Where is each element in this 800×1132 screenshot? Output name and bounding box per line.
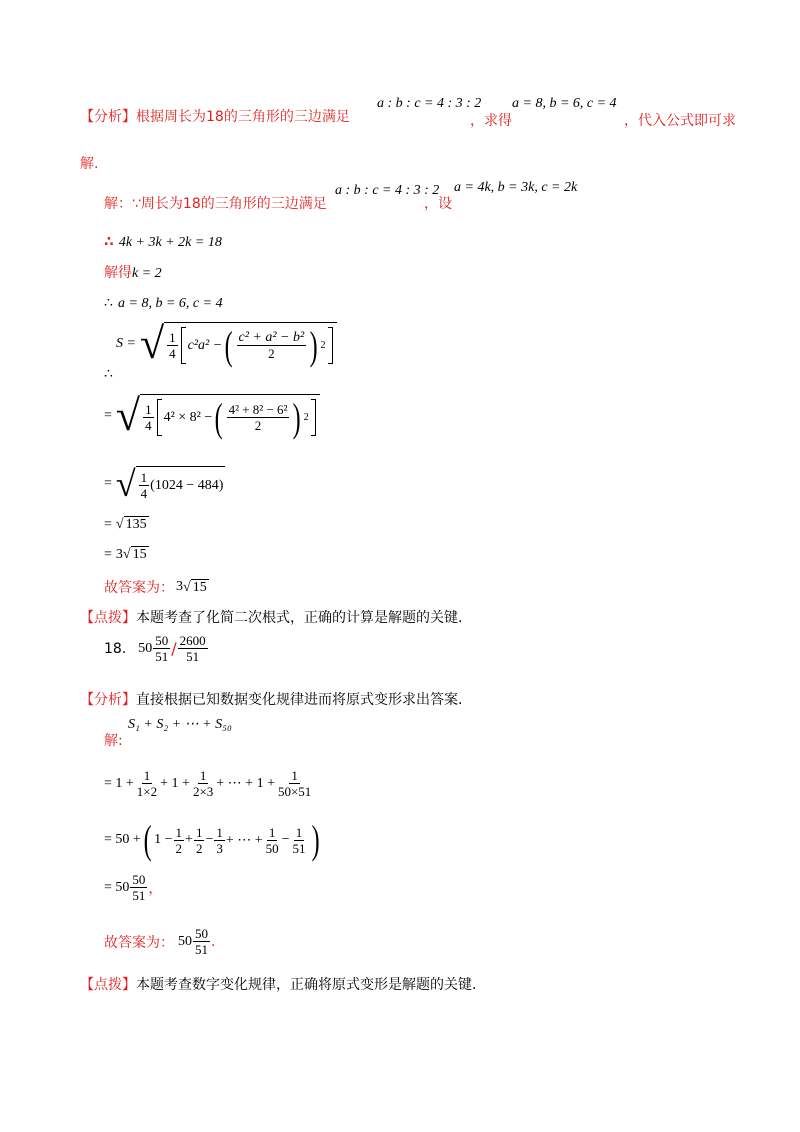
frac-den: 3: [216, 840, 223, 856]
question-number: 18.: [104, 640, 127, 657]
frac-den: 51: [186, 649, 200, 664]
ratio-formula: a : b : c = 4 : 3 : 2: [377, 96, 482, 111]
analysis-text-end: 解.: [80, 156, 99, 172]
analysis-tag: 【分析】: [80, 692, 136, 708]
sum-expression: S₁ + S₂ + ⋯ + S₅₀: [128, 717, 232, 732]
term: −: [205, 832, 214, 847]
frac-den: 51: [132, 888, 146, 903]
perimeter-number: 18: [182, 196, 201, 212]
area-formula: [116, 319, 337, 368]
frac-den: 2: [175, 840, 183, 856]
ratio-formula: a : b : c = 4 : 3 : 2: [335, 183, 440, 198]
equals-sign: =: [104, 476, 112, 491]
term: + 1 +: [160, 775, 190, 791]
substitution-line: [104, 391, 320, 440]
frac-den: 4: [140, 486, 148, 501]
term: (1024 − 484): [150, 477, 224, 493]
term: = 50: [104, 879, 130, 895]
frac-num: 1: [195, 824, 203, 840]
term: + ⋯ +: [225, 832, 263, 848]
frac-num: 1: [199, 768, 207, 783]
frac-den: 50×51: [277, 784, 312, 799]
telescoping-line: = 50 + ( 1 − $\frac{1}{2}$ + $\frac{1}{2}$ − $\frac{1}{3}$ + ⋯ + $\frac{1}{50}$ − $\frac{1}{51}$ ): [104, 817, 320, 862]
values-formula: a = 8, b = 6, c = 4: [118, 296, 223, 311]
tip-text: 本题考查了化简二次根式，正确的计算是解题的关键.: [136, 610, 463, 626]
frac-den: 2: [254, 418, 262, 433]
solution-line: [104, 193, 327, 213]
area-label: S =: [116, 336, 136, 351]
term: 4² × 8² −: [163, 409, 213, 425]
frac-num: 1: [268, 824, 276, 840]
frac-den: 51: [155, 649, 169, 664]
sum-expand-line: [104, 768, 314, 799]
answer-line-2: [104, 926, 215, 957]
perimeter-number: 18: [206, 109, 224, 125]
analysis-line-2: [80, 689, 462, 709]
solution-text: 的三角形的三边满足: [200, 196, 327, 212]
frac-den: 51: [292, 840, 306, 856]
values-line: [104, 292, 223, 312]
frac-den: 2: [195, 840, 203, 856]
frac-den: 2: [268, 346, 275, 361]
solve-line: [104, 262, 162, 282]
frac-num: 1: [145, 402, 152, 417]
mixed-whole: 50: [138, 640, 153, 656]
result-line: [104, 546, 149, 563]
term: + ⋯ + 1 +: [216, 776, 275, 791]
answer-label: 故答案为：: [104, 934, 174, 951]
therefore-symbol: ∴: [104, 367, 113, 382]
sqrt-expression: √ 135: [115, 517, 147, 532]
term: c²a² −: [187, 337, 223, 353]
sqrt-expression: √ 15: [122, 547, 147, 562]
simplify-line: [104, 466, 225, 502]
analysis-tag: 【分析】: [80, 109, 136, 125]
solution-text: ，设: [424, 196, 452, 212]
coefficient: 3: [176, 579, 183, 594]
analysis-text: 的三角形的三边满足: [223, 109, 350, 125]
equation-line: [104, 231, 222, 251]
frac-num: 1: [169, 330, 176, 345]
frac-den: 4: [169, 346, 176, 361]
equals-sign: =: [104, 408, 112, 423]
slash: /: [171, 639, 177, 658]
analysis-text: ，求得: [470, 113, 512, 129]
sqrt-expression: √ $\frac{1}{4}$ (1024 − 484): [115, 464, 224, 504]
analysis-text: 根据周长为: [136, 109, 206, 125]
term: −: [281, 832, 290, 847]
set-formula: a = 4k, b = 3k, c = 2k: [454, 180, 578, 195]
answer-line-1: [104, 577, 209, 597]
frac-num: 1: [140, 470, 148, 485]
k-value: k = 2: [132, 266, 162, 281]
sqrt-expression: √ $\frac{1}{4}$ 4² × 8² − ( $\frac{\text{4² + 8² − 6²}}{2}$ ) 2: [116, 394, 320, 438]
frac-num: 1: [295, 824, 303, 840]
frac-num: 50: [132, 872, 146, 887]
frac-num: 50: [195, 926, 208, 941]
frac-num: 1: [291, 768, 298, 783]
frac-den: 4: [145, 418, 152, 433]
frac-den: 2×3: [192, 784, 214, 799]
solve-label: 解得: [104, 265, 132, 281]
therefore-symbol: ∴: [104, 296, 113, 311]
analysis-line-1: [80, 106, 350, 126]
term: +: [185, 832, 193, 847]
therefore-symbol: ∴: [104, 234, 114, 250]
frac-num: 50: [155, 633, 169, 648]
frac-num: 1: [175, 824, 183, 840]
solution-label: 解:: [104, 733, 123, 749]
solution-text: 解：∵周长为: [104, 196, 183, 212]
frac-num: 2600: [179, 633, 206, 648]
comma: ，: [148, 880, 163, 897]
period: .: [211, 933, 216, 950]
term: = 50 +: [104, 832, 141, 847]
frac-num: c² + a² − b²: [238, 330, 305, 345]
frac-num: 4² + 8² − 6²: [228, 402, 288, 417]
sqrt135-line: [104, 516, 149, 533]
tip-tag: 【点拨】: [80, 977, 136, 993]
analysis-text: ，代入公式即可求: [624, 113, 736, 129]
radicand: 15: [132, 547, 147, 562]
tip-line-1: [80, 607, 462, 627]
tip-text: 本题考查数字变化规律，正确将原式变形是解题的关键.: [136, 977, 477, 993]
equals-sign: =: [104, 546, 112, 562]
frac-den: 51: [195, 942, 208, 957]
radicand: 135: [125, 517, 147, 532]
equals-sign: =: [104, 516, 112, 532]
frac-num: 1: [216, 824, 223, 840]
frac-den: 1×2: [136, 784, 158, 799]
radicand: 15: [192, 579, 207, 595]
equation: 4k + 3k + 2k = 18: [118, 235, 222, 250]
analysis-text: 直接根据已知数据变化规律进而将原式变形求出答案.: [136, 692, 463, 708]
square-exponent: 2: [320, 340, 326, 351]
sqrt-expression: √ $\frac{1}{4}$ c²a² − ( $\frac{\text{c² + a² − b²}}{2}$ ) 2: [140, 322, 337, 366]
term: 1 −: [154, 832, 173, 847]
sqrt-expression: √ 15: [183, 579, 207, 595]
frac-num: 1: [143, 768, 151, 783]
term: = 1 +: [104, 775, 134, 791]
tip-line-2: [80, 974, 476, 994]
result-line-2: [104, 872, 162, 903]
mixed-whole: 50: [178, 933, 192, 949]
tip-tag: 【点拨】: [80, 610, 136, 626]
answer-label: 故答案为：: [104, 580, 174, 596]
square-exponent: 2: [303, 412, 309, 423]
frac-den: 50: [265, 840, 279, 856]
values-formula: a = 8, b = 6, c = 4: [512, 96, 617, 111]
question-18: [104, 633, 209, 664]
coefficient: 3: [115, 546, 123, 562]
